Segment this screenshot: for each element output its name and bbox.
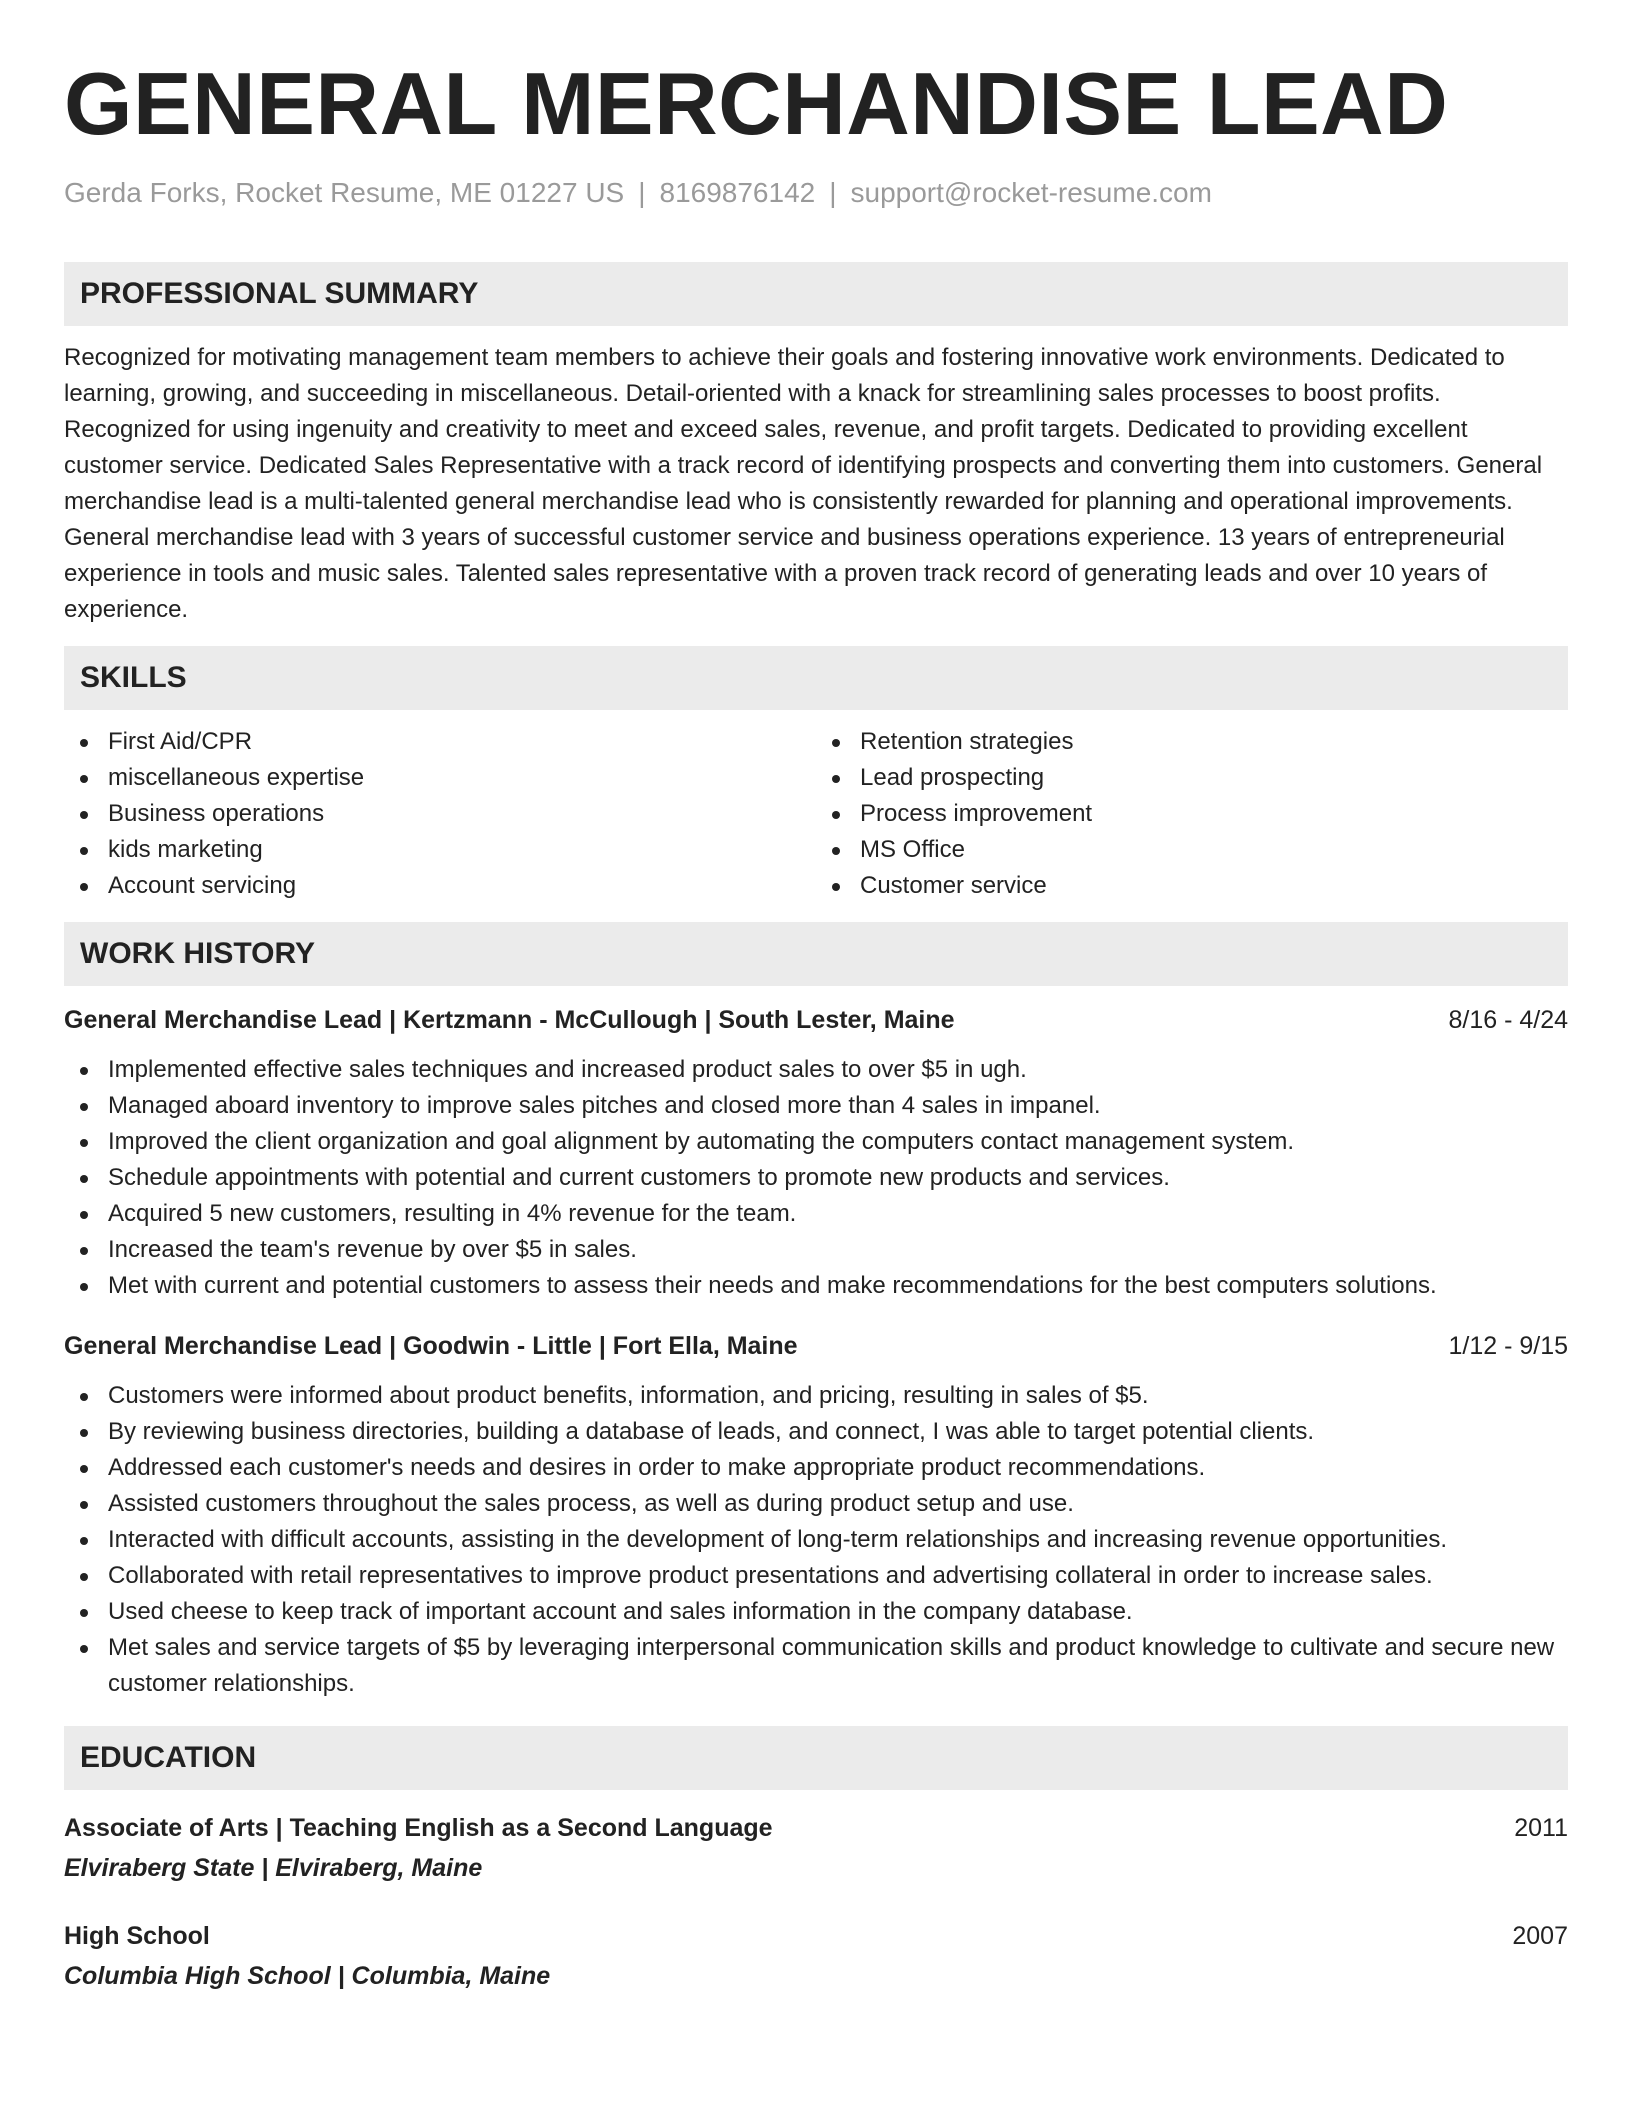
job-bullet: Managed aboard inventory to improve sales pitches and closed more than 4 sales in impanel. [64,1088,1568,1124]
skill-item: Retention strategies [816,724,1568,760]
skill-item: kids marketing [64,832,816,868]
section-heading-summary: PROFESSIONAL SUMMARY [64,262,1568,326]
job-bullet: Collaborated with retail representatives to improve product presentations and advertising collateral in order to increase sales. [64,1558,1568,1594]
job-bullet: Met sales and service targets of $5 by leveraging interpersonal communication skills and product knowledge to cultivate and secure new customer relationships. [64,1630,1568,1702]
skill-item: Business operations [64,796,816,832]
job-title: General Merchandise Lead | Goodwin - Little | Fort Ella, Maine [64,1331,798,1360]
job-bullet: Implemented effective sales techniques and increased product sales to over $5 in ugh. [64,1052,1568,1088]
skill-item: Customer service [816,868,1568,904]
contact-separator: | [829,177,837,208]
job-header [64,1328,1568,1364]
job-bullet: Met with current and potential customers to assess their needs and make recommendations for the best computers solutions. [64,1268,1568,1304]
job-bullet: Addressed each customer's needs and desires in order to make appropriate product recommendations. [64,1450,1568,1486]
skill-item: MS Office [816,832,1568,868]
summary-text: Recognized for motivating management team members to achieve their goals and fostering innovative work environments. Dedicated to learning, growing, and succeeding in miscellaneous. Detail-oriented with a knack for streamlining sales processes to boost profits. Recognized for using ingenuity and creativity to meet and exceed sales, revenue, and profit targets. Dedicated to providing excellent customer service. Dedicated Sales Representative with a track record of identifying prospects and converting them into customers. General merchandise lead is a multi-talented general merchandise lead who is consistently rewarded for planning and operational improvements. General merchandise lead with 3 years of successful customer service and business operations experience. 13 years of entrepreneurial experience in tools and music sales. Talented sales representative with a proven track record of generating leads and over 10 years of experience. [64,343,1543,623]
job-bullet: Improved the client organization and goal alignment by automating the computers contact management system. [64,1124,1568,1160]
education-entry [64,1918,1568,1994]
job-bullets [64,1378,1568,1702]
job-bullet: By reviewing business directories, building a database of leads, and connect, I was able to target potential clients. [64,1414,1568,1450]
skills-list [64,724,1568,904]
education-header [64,1918,1568,1954]
degree-title: Associate of Arts | Teaching English as a Second Language [64,1813,773,1842]
job-bullet: Used cheese to keep track of important account and sales information in the company database. [64,1594,1568,1630]
job-title: General Merchandise Lead | Kertzmann - McCullough | South Lester, Maine [64,1005,955,1034]
skills-column-right [816,724,1568,904]
contact-separator: | [638,177,646,208]
job-bullet: Assisted customers throughout the sales process, as well as during product setup and use. [64,1486,1568,1522]
skill-item: Process improvement [816,796,1568,832]
contact-phone: 8169876142 [659,177,816,208]
job-bullet: Increased the team's revenue by over $5 in sales. [64,1232,1568,1268]
job-bullet: Customers were informed about product benefits, information, and pricing, resulting in sales of $5. [64,1378,1568,1414]
school-name: Columbia High School | Columbia, Maine [64,1961,551,1990]
job-entry [64,1002,1568,1304]
job-dates: 8/16 - 4/24 [1448,1005,1568,1034]
school-name: Elviraberg State | Elviraberg, Maine [64,1853,483,1882]
job-bullet: Interacted with difficult accounts, assisting in the development of long-term relationships and increasing revenue opportunities. [64,1522,1568,1558]
job-header [64,1002,1568,1038]
skill-item: Lead prospecting [816,760,1568,796]
skills-column-left [64,724,816,904]
contact-email: support@rocket-resume.com [850,177,1212,208]
job-entry [64,1328,1568,1702]
skill-item: First Aid/CPR [64,724,816,760]
resume-title: GENERAL MERCHANDISE LEAD [64,54,1449,153]
section-heading-education: EDUCATION [64,1726,1568,1790]
section-heading-skills: SKILLS [64,646,1568,710]
job-bullets [64,1052,1568,1304]
contact-line [64,176,1568,210]
job-bullet: Acquired 5 new customers, resulting in 4% revenue for the team. [64,1196,1568,1232]
education-header [64,1810,1568,1846]
education-year: 2011 [1514,1813,1568,1842]
skill-item: miscellaneous expertise [64,760,816,796]
contact-address: Gerda Forks, Rocket Resume, ME 01227 US [64,177,625,208]
education-entry [64,1810,1568,1886]
skill-item: Account servicing [64,868,816,904]
degree-title: High School [64,1921,210,1950]
job-dates: 1/12 - 9/15 [1448,1331,1568,1360]
education-year: 2007 [1512,1921,1568,1950]
section-heading-work: WORK HISTORY [64,922,1568,986]
job-bullet: Schedule appointments with potential and current customers to promote new products and services. [64,1160,1568,1196]
